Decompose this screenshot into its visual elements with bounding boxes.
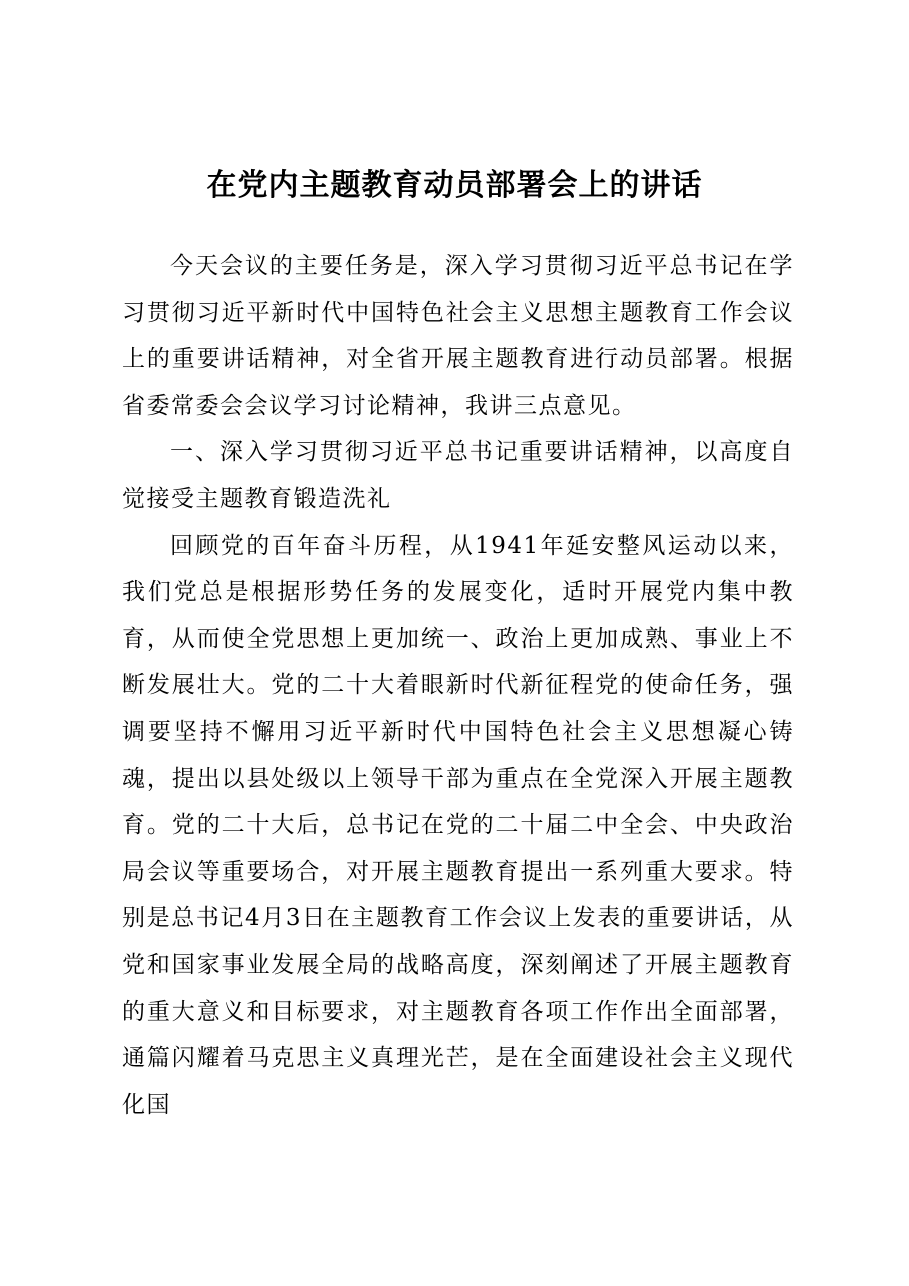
- document-title: 在党内主题教育动员部署会上的讲话: [206, 168, 703, 203]
- paragraph-history: 回顾党的百年奋斗历程，从1941年延安整风运动以来，我们党总是根据形势任务的发展变化，适时开展党内集中教育，从而使全党思想上更加统一、政治上更加成熟、事业上不断发展壮大。党的二十大着眼新时代新征程党的使命任务，强调要坚持不懈用习近平新时代中国特色社会主义思想凝心铸魂，提出以县处级以上领导干部为重点在全党深入开展主题教育。党的二十大后，总书记在党的二十届二中全会、中央政治局会议等重要场合，对开展主题教育提出一系列重大要求。特别是总书记4月3日在主题教育工作会议上发表的重要讲话，从党和国家事业发展全局的战略高度，深刻阐述了开展主题教育的重大意义和目标要求，对主题教育各项工作作出全面部署，通篇闪耀着马克思主义真理光芒，是在全面建设社会主义现代化国: [122, 532, 794, 1118]
- paragraph-intro: 今天会议的主要任务是，深入学习贯彻习近平总书记在学习贯彻习近平新时代中国特色社会主义思想主题教育工作会议上的重要讲话精神，对全省开展主题教育进行动员部署。根据省委常委会会议学习讨论精神，我讲三点意见。: [122, 253, 794, 419]
- paragraph-section-heading: 一、深入学习贯彻习近平总书记重要讲话精神，以高度自觉接受主题教育锻造洗礼: [122, 439, 794, 512]
- document-body: [122, 243, 794, 1128]
